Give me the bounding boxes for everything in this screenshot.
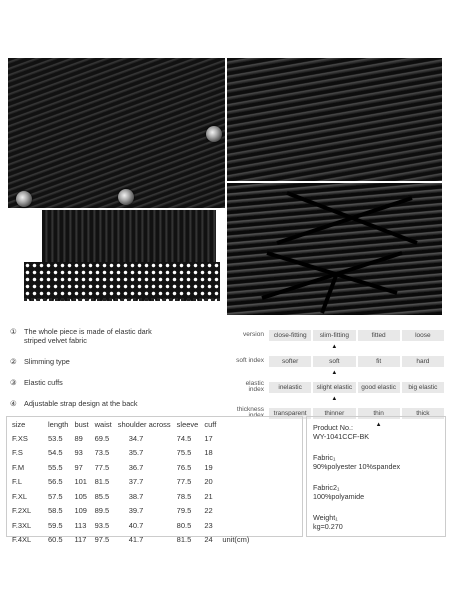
table-row	[6, 475, 252, 490]
button-stud	[118, 189, 134, 205]
fabric1-value: 90%polyester 10%spandex	[313, 462, 401, 471]
feature-text: Adjustable strap design at the back	[24, 399, 138, 408]
photo-back-straps	[227, 183, 442, 315]
fabric2-block	[313, 483, 364, 501]
fit-row-label: soft index	[236, 356, 264, 364]
column-header: length	[48, 420, 69, 429]
product-info	[306, 416, 446, 537]
cell-shoulder: 39.7	[128, 506, 144, 516]
cell-sleeve: 77.5	[176, 477, 192, 487]
cuff-fabric	[42, 210, 216, 265]
cell-size: F.M	[12, 462, 25, 472]
feature-item	[10, 357, 225, 366]
cell-length: 59.5	[48, 520, 63, 530]
fit-row-label: thickness index	[236, 405, 264, 419]
fit-option: thick	[402, 408, 444, 419]
fabric2-label: Fabric2₁	[313, 483, 340, 492]
cell-waist: 77.5	[94, 462, 110, 472]
cell-waist: 93.5	[94, 520, 110, 530]
cell-cuff: 17	[204, 433, 213, 443]
cell-size: F.XS	[12, 433, 28, 443]
cell-empty	[219, 475, 252, 490]
fit-option: inelastic	[269, 382, 311, 393]
cell-bust: 97	[74, 462, 83, 472]
feature-number: ①	[10, 327, 17, 336]
cell-cuff: 18	[204, 448, 213, 458]
fit-option: good elastic	[358, 382, 400, 393]
fabric1-block	[313, 453, 400, 471]
weight-block	[313, 513, 343, 531]
lace-trim	[24, 262, 220, 301]
fit-option: transparent	[269, 408, 311, 419]
fabric1-label: Fabric₁	[313, 453, 336, 462]
fit-option: close-fitting	[269, 330, 311, 341]
cell-size: F.2XL	[12, 506, 32, 516]
fit-row-soft	[232, 353, 444, 369]
cell-length: 56.5	[48, 477, 63, 487]
feature-number: ②	[10, 357, 17, 366]
cell-size: F.XL	[12, 491, 28, 501]
cell-length: 58.5	[48, 506, 63, 516]
fit-option: softer	[269, 356, 311, 367]
weight-label: Weight₁	[313, 513, 338, 522]
cell-size: F.L	[12, 477, 23, 487]
cell-shoulder: 36.7	[128, 462, 144, 472]
table-row	[6, 504, 252, 519]
feature-text: Slimming type	[24, 357, 70, 366]
cell-waist: 97.5	[94, 535, 110, 545]
table-row	[6, 431, 252, 446]
cell-bust: 105	[74, 491, 87, 501]
strap-lacing	[227, 183, 442, 315]
fabric2-value: 100%polyamide	[313, 492, 365, 501]
fit-row-label: version	[243, 330, 264, 338]
cell-shoulder: 35.7	[128, 448, 144, 458]
cell-bust: 109	[74, 506, 87, 516]
cell-cuff: 22	[204, 506, 213, 516]
cell-shoulder: 37.7	[128, 477, 144, 487]
cell-length: 54.5	[48, 448, 63, 458]
unit-label: unit(cm)	[222, 535, 250, 545]
cell-size: F.S	[12, 448, 23, 458]
cell-length: 55.5	[48, 462, 63, 472]
cell-shoulder: 38.7	[128, 491, 144, 501]
cell-waist: 89.5	[94, 506, 110, 516]
feature-text: Elastic cuffs	[24, 378, 63, 387]
cell-cuff: 20	[204, 477, 213, 487]
table-row	[6, 518, 252, 533]
column-header: waist	[94, 420, 112, 429]
column-header: cuff	[204, 420, 217, 429]
button-stud	[206, 126, 222, 142]
cell-cuff: 21	[204, 491, 213, 501]
photo-buttons-closeup	[8, 58, 225, 208]
cell-sleeve: 74.5	[176, 433, 192, 443]
cell-cuff: 24	[204, 535, 213, 545]
cell-waist: 81.5	[94, 477, 110, 487]
cell-waist: 69.5	[94, 433, 110, 443]
cell-empty	[219, 460, 252, 475]
feature-number: ④	[10, 399, 17, 408]
cell-size: F.3XL	[12, 520, 32, 530]
column-header: sleeve	[176, 420, 199, 429]
cell-length: 57.5	[48, 491, 63, 501]
column-header: size	[12, 420, 26, 429]
cell-empty	[219, 489, 252, 504]
cell-length: 53.5	[48, 433, 63, 443]
cell-sleeve: 81.5	[176, 535, 192, 545]
fit-option: loose	[402, 330, 444, 341]
weight-value: kg=0.270	[313, 522, 343, 531]
table-row	[6, 446, 252, 461]
fit-option-selected: soft ▲	[313, 356, 355, 367]
cell-empty	[219, 446, 252, 461]
cell-empty	[219, 431, 252, 446]
fit-row-label: elastic index	[245, 379, 264, 393]
fit-option: hard	[402, 356, 444, 367]
cell-sleeve: 80.5	[176, 520, 192, 530]
cell-cuff: 19	[204, 462, 213, 472]
cell-waist: 85.5	[94, 491, 110, 501]
feature-number: ③	[10, 378, 17, 387]
fit-option-selected: slim-fitting ▲	[313, 330, 355, 341]
cell-shoulder: 41.7	[128, 535, 144, 545]
fit-row-version	[232, 327, 444, 343]
fit-option-selected: slight elastic ▲	[313, 382, 355, 393]
table-header-row	[6, 418, 252, 431]
product-number-block	[313, 423, 369, 441]
feature-text: The whole piece is made of elastic dark striped velvet fabric	[24, 327, 152, 345]
cell-shoulder: 34.7	[128, 433, 144, 443]
cell-bust: 89	[74, 433, 83, 443]
cell-size: F.4XL	[12, 535, 32, 545]
feature-item	[10, 378, 225, 387]
fit-option: fit	[358, 356, 400, 367]
cell-bust: 113	[74, 520, 87, 530]
cell-cuff: 23	[204, 520, 213, 530]
table-row	[6, 533, 252, 548]
product-number-label: Product No.:	[313, 423, 353, 432]
feature-item	[10, 327, 225, 345]
column-header: shoulder across	[117, 420, 171, 429]
column-header: bust	[74, 420, 89, 429]
feature-item	[10, 399, 225, 408]
cell-bust: 101	[74, 477, 87, 487]
fit-option-selected: thin ▲	[358, 408, 400, 419]
fit-option: fitted	[358, 330, 400, 341]
photo-shoulder-closeup	[227, 58, 442, 181]
cell-sleeve: 75.5	[176, 448, 192, 458]
column-header-unit	[219, 418, 252, 431]
cell-sleeve: 79.5	[176, 506, 192, 516]
fit-option: thinner	[313, 408, 355, 419]
size-table	[6, 418, 252, 547]
cell-sleeve: 78.5	[176, 491, 192, 501]
product-number: WY-1041CCF-BK	[313, 432, 370, 441]
cell-length: 60.5	[48, 535, 63, 545]
fit-row-elastic	[232, 379, 444, 395]
cell-waist: 73.5	[94, 448, 110, 458]
cell-empty	[219, 518, 252, 533]
cell-shoulder: 40.7	[128, 520, 144, 530]
table-row	[6, 489, 252, 504]
cell-empty	[219, 504, 252, 519]
fit-chart	[232, 327, 444, 426]
cell-bust: 93	[74, 448, 83, 458]
cell-bust: 117	[74, 535, 87, 545]
feature-list	[10, 327, 225, 420]
button-stud	[16, 191, 32, 207]
cell-sleeve: 76.5	[176, 462, 192, 472]
fit-option: big elastic	[402, 382, 444, 393]
table-row	[6, 460, 252, 475]
